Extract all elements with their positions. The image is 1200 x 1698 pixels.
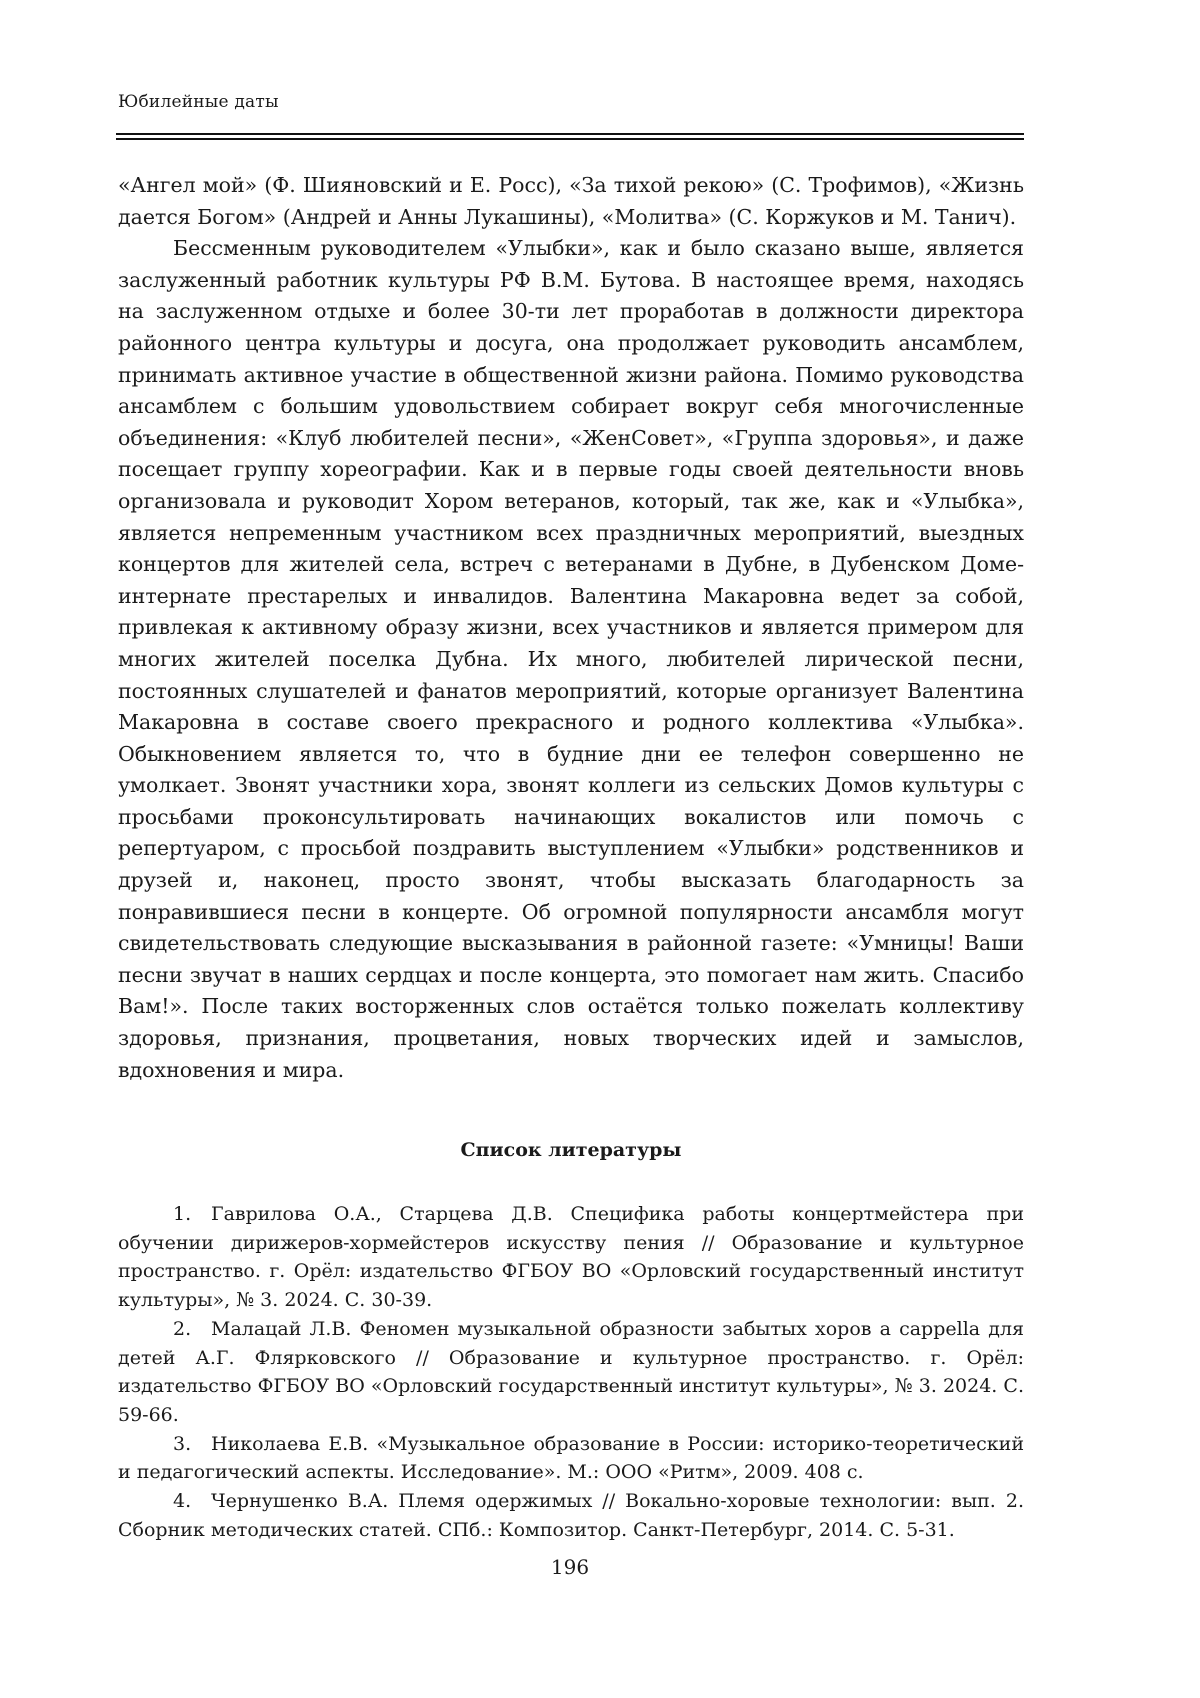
header-rule-bottom bbox=[116, 138, 1024, 140]
references-title: Список литературы bbox=[460, 1139, 682, 1161]
body-paragraph-2: Бессменным руководителем «Улыбки», как и было сказано выше, является заслуженный работник культуры РФ В.М. Бутова. В настоящее время, находясь на заслуженном отдыхе и более 30-ти лет проработав в должности директора районного центра культуры и досуга, она продолжает руководить ансамблем, принимать активное участие в общественной жизни района. Помимо руководства ансамблем с большим удовольствием собирает вокруг себя многочисленные объединения: «Клуб любителей песни», «ЖенСовет», «Группа здоровья», и даже посещает группу хореографии. Как и в первые годы своей деятельности вновь организовала и руководит Хором ветеранов, который, так же, как и «Улыбка», является непременным участником всех праздничных мероприятий, выездных концертов для жителей села, встреч с ветеранами в Дубне, в Дубенском Доме-интернате престарелых и инвалидов. Валентина Макаровна ведет за собой, привлекая к активному образу жизни, всех участников и является примером для многих жителей поселка Дубна. Их много, любителей лирической песни, постоянных слушателей и фанатов мероприятий, которые организует Валентина Макаровна в составе своего прекрасного и родного коллектива «Улыбка». Обыкновением является то, что в будние дни ее телефон совершенно не умолкает. Звонят участники хора, звонят коллеги из сельских Домов культуры с просьбами проконсультировать начинающих вокалистов или помочь с репертуаром, с просьбой поздравить выступлением «Улыбки» родственников и друзей и, наконец, просто звонят, чтобы высказать благодарность за понравившиеся песни в концерте. Об огромной популярности ансамбля могут свидетельствовать следующие высказывания в районной газете: «Умницы! Ваши песни звучат в наших сердцах и после концерта, это помогает нам жить. Спасибо Вам!». После таких восторженных слов остаётся только пожелать коллективу здоровья, признания, процветания, новых творческих идей и замыслов, вдохновения и мира. bbox=[118, 236, 1024, 1082]
reference-number: 2. bbox=[173, 1317, 192, 1340]
reference-number: 1. bbox=[173, 1203, 192, 1225]
body-paragraph-1: «Ангел мой» (Ф. Шияновский и Е. Росс), «За тихой рекою» (С. Трофимов), «Жизнь дается Богом» (Андрей и Анны Лукашины), «Молитва» (С. Коржуков и М. Танич). bbox=[118, 173, 1024, 229]
article-body bbox=[118, 170, 1024, 1086]
reference-number: 4. bbox=[173, 1490, 192, 1513]
reference-text: Чернушенко В.А. Племя одержимых // Вокально-хоровые технологии: вып. 2. Сборник методических статей. СПб.: Композитор. Санкт-Петербург, 2014. С. 5-31. bbox=[118, 1490, 1024, 1541]
reference-item bbox=[118, 1487, 1024, 1544]
reference-number: 3. bbox=[173, 1432, 192, 1455]
running-header: Юбилейные даты bbox=[118, 92, 279, 112]
reference-item bbox=[118, 1200, 1024, 1315]
reference-text: Николаева Е.В. «Музыкальное образование в России: историко-теоретический и педагогический аспекты. Исследование». М.: ООО «Ритм», 2009. 408 с. bbox=[118, 1432, 1024, 1484]
reference-text: Гаврилова О.А., Старцева Д.В. Специфика работы концертмейстера при обучении дирижеров-хормейстеров искусству пения // Образование и культурное пространство. г. Орёл: издательство ФГБОУ ВО «Орловский государственный институт культуры», № 3. 2024. С. 30-39. bbox=[118, 1203, 1024, 1312]
page-number: 196 bbox=[550, 1555, 590, 1579]
reference-text: Малацай Л.В. Феномен музыкальной образности забытых хоров a cappella для детей А.Г. Флярковского // Образование и культурное пространство. г. Орёл: издательство ФГБОУ ВО «Орловский государственный институт культуры», № 3. 2024. С. 59-66. bbox=[118, 1317, 1024, 1426]
reference-item bbox=[118, 1430, 1024, 1487]
references-list bbox=[118, 1200, 1024, 1544]
reference-item bbox=[118, 1315, 1024, 1430]
header-rule-top bbox=[116, 133, 1024, 135]
